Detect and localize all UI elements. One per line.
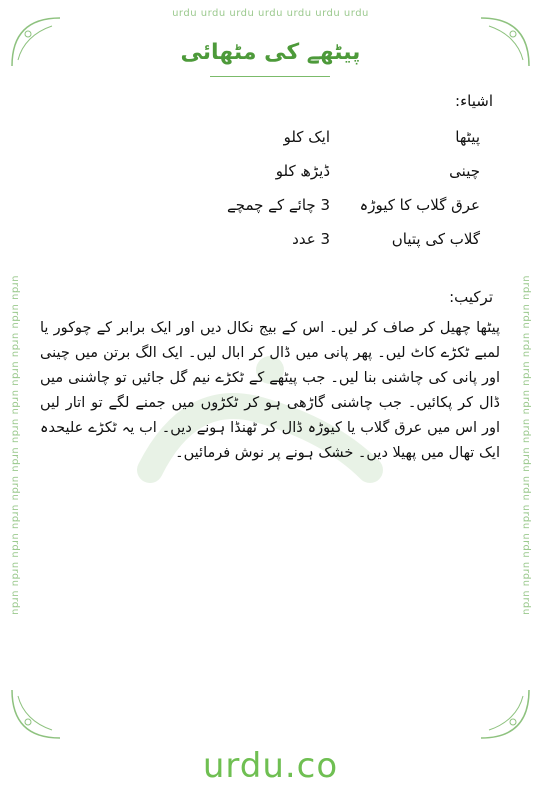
ingredient-row xyxy=(160,188,480,222)
ingredient-row xyxy=(160,222,480,256)
ingredient-name: پیٹھا xyxy=(455,128,480,146)
ingredient-row xyxy=(160,120,480,154)
ingredient-name: گلاب کی پتیاں xyxy=(391,230,480,248)
top-border-pattern: urdu urdu urdu urdu urdu urdu urdu xyxy=(172,8,369,19)
floral-corner-icon xyxy=(8,686,64,742)
title-underline xyxy=(210,76,330,77)
method-text: پیٹھا چھیل کر صاف کر لیں۔ اس کے بیج نکال دیں اور ایک برابر کے چوکور یا لمبے ٹکڑے کاٹ لیں۔ پھر پانی میں ڈال کر ابال لیں۔ ایک الگ برتن میں چینی اور پانی کی چاشنی بنا لیں۔ جب پیٹھے کے ٹکڑے نیم گل جائیں تو چاشنی میں ڈال کر پکائیں۔ جب چاشنی گاڑھی ہو کر ٹکڑوں میں جمنے لگے تو اتار لیں اور اس میں عرق گلاب یا کیوڑہ ڈال کر ٹھنڈا ہونے دیں۔ اب یہ ٹکڑے علیحدہ ایک تھال میں پھیلا دیں۔ خشک ہونے پر نوش فرمائیں۔ xyxy=(40,320,500,461)
left-border-pattern: urdu urdu urdu urdu urdu urdu urdu urdu urdu urdu urdu urdu xyxy=(9,275,21,616)
ingredient-row xyxy=(160,154,480,188)
footer-logo-text: urdu.co xyxy=(202,746,339,786)
page-title: پیٹھے کی مٹھائی xyxy=(180,40,361,65)
ingredient-name: چینی xyxy=(449,162,480,180)
ingredient-quantity: ایک کلو xyxy=(283,128,330,146)
ingredients-list xyxy=(160,120,480,256)
floral-corner-icon xyxy=(477,686,533,742)
right-border-pattern: urdu urdu urdu urdu urdu urdu urdu urdu urdu urdu urdu urdu xyxy=(520,275,532,616)
ingredient-quantity: 3 عدد xyxy=(292,230,330,248)
ingredient-name: عرق گلاب کا کیوڑہ xyxy=(359,196,480,214)
method-label: ترکیب: xyxy=(449,288,493,306)
ingredient-quantity: 3 چائے کے چمچے xyxy=(226,196,330,214)
ingredient-quantity: ڈیڑھ کلو xyxy=(275,162,330,180)
ingredients-label: اشیاء: xyxy=(455,92,493,110)
